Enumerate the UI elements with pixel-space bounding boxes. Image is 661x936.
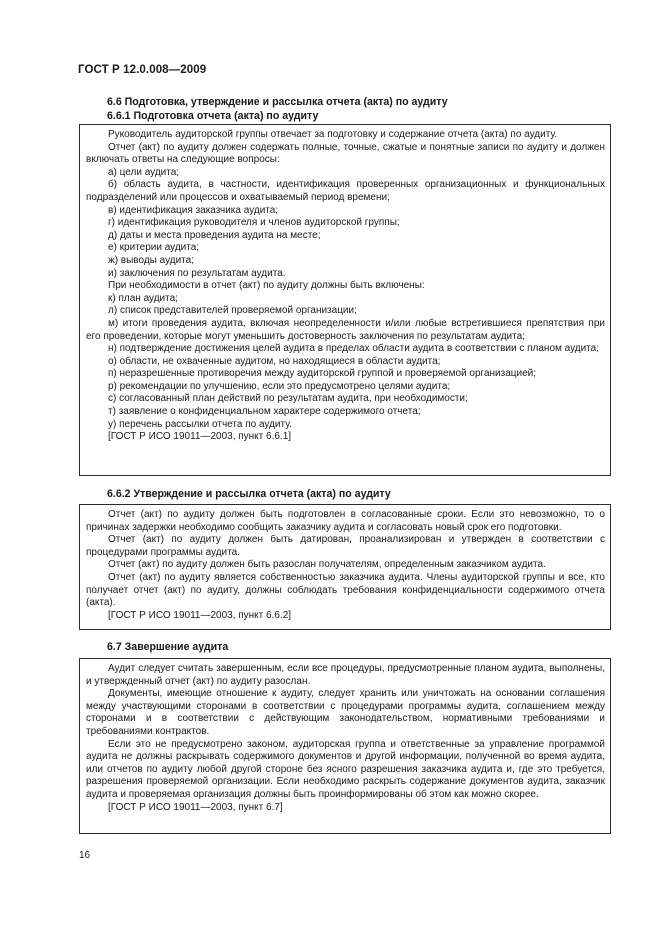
list-item: д) даты и места проведения аудита на месте;	[108, 229, 321, 241]
quote-box-6-7	[79, 658, 611, 834]
list-item: у) перечень рассылки отчета по аудиту.	[108, 418, 292, 430]
paragraph: Документы, имеющие отношение к аудиту, следует хранить или уничтожать на основании соглашения между участвующими сторонами в соответствии с процедурами программы аудита, соглашением между сторонами и в соответствии с действующим законодательством, нормативными требованиями и требованиями контрактов.	[86, 688, 605, 737]
section-6-7-title: 6.7 Завершение аудита	[107, 641, 229, 653]
list-item: и) заключения по результатам аудита.	[108, 267, 286, 279]
list-item: б) область аудита, в частности, идентификация проверенных организационных и функциональных подразделений или процессов и охватываемый период времени;	[86, 179, 605, 203]
section-6-6-title: 6.6 Подготовка, утверждение и рассылка отчета (акта) по аудиту	[107, 96, 448, 108]
paragraph: Если это не предусмотрено законом, аудиторская группа и ответственные за управление программой аудита не должны раскрывать содержимого документов и другой информации, полученной во время аудита, или отчетов по аудиту любой другой стороне без ясного разрешения заказчика аудита и, где это требуется, разрешения проверяемой организации. Если необходимо раскрыть содержание документов аудита, заказчик аудита и проверяемая организация должны быть проинформированы об этом как можно скорее.	[86, 738, 605, 800]
paragraph: Аудит следует считать завершенным, если все процедуры, предусмотренные планом аудита, выполнены, и утвержденный отчет (акт) по аудиту разослан.	[86, 663, 605, 687]
paragraph: Отчет (акт) по аудиту должен быть разослан получателям, определенным заказчиком аудита.	[108, 559, 546, 571]
list-item: л) список представителей проверяемой организации;	[108, 305, 357, 317]
list-item: н) подтверждение достижения целей аудита в пределах области аудита в соответствии с планом аудита;	[108, 343, 600, 355]
paragraph: Отчет (акт) по аудиту является собственностью заказчика аудита. Члены аудиторской группы и все, кто получает отчет (акт) по аудиту, должны соблюдать требования конфиденциальности содержимого отчета (акта).	[86, 571, 605, 609]
list-item: м) итоги проведения аудита, включая неопределенности и/или любые встретившиеся препятствия при его проведении, которые могут уменьшить достоверность заключения по результатам аудита;	[86, 317, 605, 342]
quote-box-6-6-2	[79, 504, 611, 630]
paragraph: Отчет (акт) по аудиту должен быть подготовлен в согласованные сроки. Если это невозможно, то о причинах задержки необходимо сообщить заказчику аудита и согласовать новый срок его подготовки.	[86, 509, 605, 533]
list-item: е) критерии аудита;	[108, 242, 200, 254]
page-number: 16	[79, 850, 91, 861]
list-item: в) идентификация заказчика аудита;	[108, 204, 279, 216]
list-item: п) неразрешенные противоречия между аудиторской группой и проверяемой организацией;	[108, 368, 537, 380]
list-item: а) цели аудита;	[108, 166, 180, 178]
paragraph: Отчет (акт) по аудиту должен содержать полные, точные, сжатые и понятные записи по аудиту и должен включать ответы на следующие вопросы:	[86, 141, 605, 166]
list-item: т) заявление о конфиденциальном характере содержимого отчета;	[108, 406, 421, 418]
paragraph: Руководитель аудиторской группы отвечает за подготовку и содержание отчета (акта) по аудиту.	[108, 129, 558, 140]
list-item: к) план аудита;	[108, 292, 178, 304]
reference: [ГОСТ Р ИСО 19011—2003, пункт 6.7]	[108, 801, 283, 813]
section-6-6-2-title: 6.6.2 Утверждение и рассылка отчета (акта) по аудиту	[107, 488, 391, 500]
list-item: с) согласованный план действий по результатам аудита, при необходимости;	[108, 393, 468, 405]
list-item: о) области, не охваченные аудитом, но находящиеся в области аудита;	[108, 355, 441, 367]
list-item: р) рекомендации по улучшению, если это предусмотрено целями аудита;	[108, 380, 451, 392]
paragraph: Отчет (акт) по аудиту должен быть датирован, проанализирован и утвержден в соответствии с процедурами программы аудита.	[86, 534, 605, 558]
section-6-6-1-title: 6.6.1 Подготовка отчета (акта) по аудиту	[107, 110, 319, 122]
document-header: ГОСТ Р 12.0.008—2009	[78, 64, 207, 76]
paragraph: При необходимости в отчет (акт) по аудиту должны быть включены:	[108, 280, 425, 292]
list-item: г) идентификация руководителя и членов аудиторской группы;	[108, 217, 400, 229]
list-item: ж) выводы аудита;	[108, 254, 194, 266]
reference: [ГОСТ Р ИСО 19011—2003, пункт 6.6.2]	[108, 609, 292, 621]
quote-box-6-6-1	[79, 124, 611, 476]
reference: [ГОСТ Р ИСО 19011—2003, пункт 6.6.1]	[108, 431, 292, 443]
